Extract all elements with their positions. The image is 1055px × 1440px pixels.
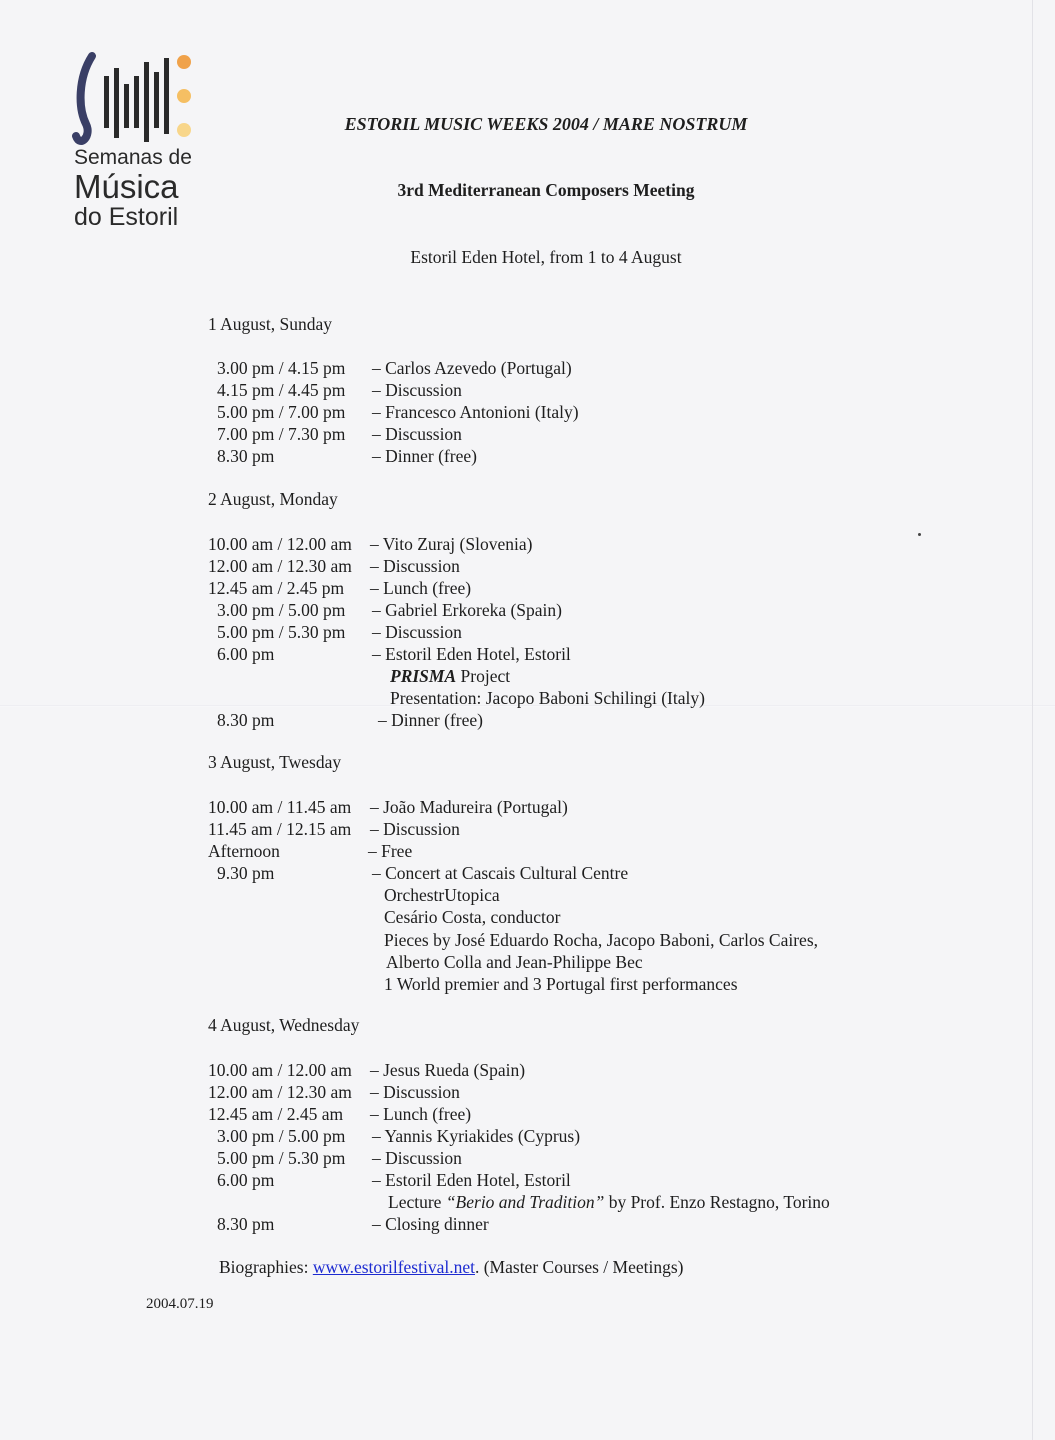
logo-text-line1: Semanas de [74,146,192,169]
project-label: Project [456,666,511,686]
event-text: – Vito Zuraj (Slovenia) [370,534,533,554]
event-text: – Gabriel Erkoreka (Spain) [372,600,562,620]
project-name: PRISMA [390,666,457,686]
document-date: 2004.07.19 [146,1296,214,1312]
event-text: – Free [368,841,413,861]
day-heading: 2 August, Monday [208,489,338,509]
event-text: – Jesus Rueda (Spain) [370,1060,526,1080]
event-detail: 1 World premier and 3 Portugal first performances [384,974,738,994]
event-detail: Presentation: Jacopo Baboni Schilingi (Italy) [390,688,705,708]
event-detail [388,1191,830,1213]
time-slot: Afternoon [208,841,280,861]
event-text: – Discussion [372,622,462,642]
biographies-label: Biographies: [219,1257,313,1277]
event-text: – Lunch (free) [370,578,472,598]
time-slot: 3.00 pm / 5.00 pm [217,1126,346,1146]
event-text: – Yannis Kyriakides (Cyprus) [372,1126,581,1146]
time-slot: 8.30 pm [217,446,275,466]
time-slot: 3.00 pm / 4.15 pm [217,358,346,378]
event-detail: Alberto Colla and Jean-Philippe Bec [386,952,643,972]
speck [918,533,921,536]
time-slot: 9.30 pm [217,863,275,883]
paper-edge [1032,0,1033,1440]
event-text: – Discussion [372,380,462,400]
event-text: – Discussion [370,1082,460,1102]
biographies-suffix: . (Master Courses / Meetings) [474,1257,684,1277]
time-slot: 11.45 am / 12.15 am [208,819,352,839]
day-heading: 1 August, Sunday [208,314,332,334]
event-detail [390,665,510,687]
lecture-suffix: by Prof. Enzo Restagno, Torino [604,1192,830,1212]
time-slot: 12.00 am / 12.30 am [208,1082,352,1102]
venue-line: Estoril Eden Hotel, from 1 to 4 August [410,247,682,267]
event-text: – Discussion [372,1148,462,1168]
event-detail: OrchestrUtopica [384,885,500,905]
time-slot: 10.00 am / 12.00 am [208,1060,352,1080]
event-text: – Discussion [370,819,460,839]
time-slot: 10.00 am / 11.45 am [208,797,352,817]
event-text: – João Madureira (Portugal) [370,797,568,817]
lecture-title: “Berio and Tradition” [445,1192,605,1212]
event-text: – Lunch (free) [370,1104,472,1124]
time-slot: 8.30 pm [217,1214,275,1234]
document-title: ESTORIL MUSIC WEEKS 2004 / MARE NOSTRUM [344,114,748,134]
time-slot: 12.45 am / 2.45 am [208,1104,344,1124]
document-subtitle: 3rd Mediterranean Composers Meeting [397,180,695,200]
event-text: – Discussion [372,424,462,444]
time-slot: 3.00 pm / 5.00 pm [217,600,346,620]
time-slot: 6.00 pm [217,1170,275,1190]
event-detail: Cesário Costa, conductor [384,907,561,927]
day-heading: 3 August, Twesday [208,752,342,772]
logo-text-line2: Música [74,168,179,205]
event-text: – Estoril Eden Hotel, Estoril [372,1170,571,1190]
time-slot: 12.00 am / 12.30 am [208,556,352,576]
time-slot: 4.15 pm / 4.45 pm [217,380,346,400]
event-detail: Pieces by José Eduardo Rocha, Jacopo Baboni, Carlos Caires, [384,930,819,950]
lecture-prefix: Lecture [388,1192,446,1212]
biographies-line [219,1256,684,1278]
day-heading: 4 August, Wednesday [208,1015,360,1035]
event-text: – Carlos Azevedo (Portugal) [372,358,572,378]
time-slot: 5.00 pm / 5.30 pm [217,1148,346,1168]
event-text: – Concert at Cascais Cultural Centre [372,863,629,883]
time-slot: 6.00 pm [217,644,275,664]
event-text: – Estoril Eden Hotel, Estoril [372,644,571,664]
biographies-link[interactable]: www.estorilfestival.net [312,1257,475,1277]
event-text: – Francesco Antonioni (Italy) [372,402,579,422]
event-text: – Dinner (free) [378,710,483,730]
time-slot: 5.00 pm / 5.30 pm [217,622,346,642]
event-text: – Closing dinner [372,1214,489,1234]
time-slot: 10.00 am / 12.00 am [208,534,352,554]
event-text: – Dinner (free) [372,446,477,466]
time-slot: 5.00 pm / 7.00 pm [217,402,346,422]
logo-text-line3: do Estoril [74,203,179,231]
event-text: – Discussion [370,556,460,576]
time-slot: 7.00 pm / 7.30 pm [217,424,346,444]
time-slot: 8.30 pm [217,710,275,730]
time-slot: 12.45 am / 2.45 pm [208,578,345,598]
